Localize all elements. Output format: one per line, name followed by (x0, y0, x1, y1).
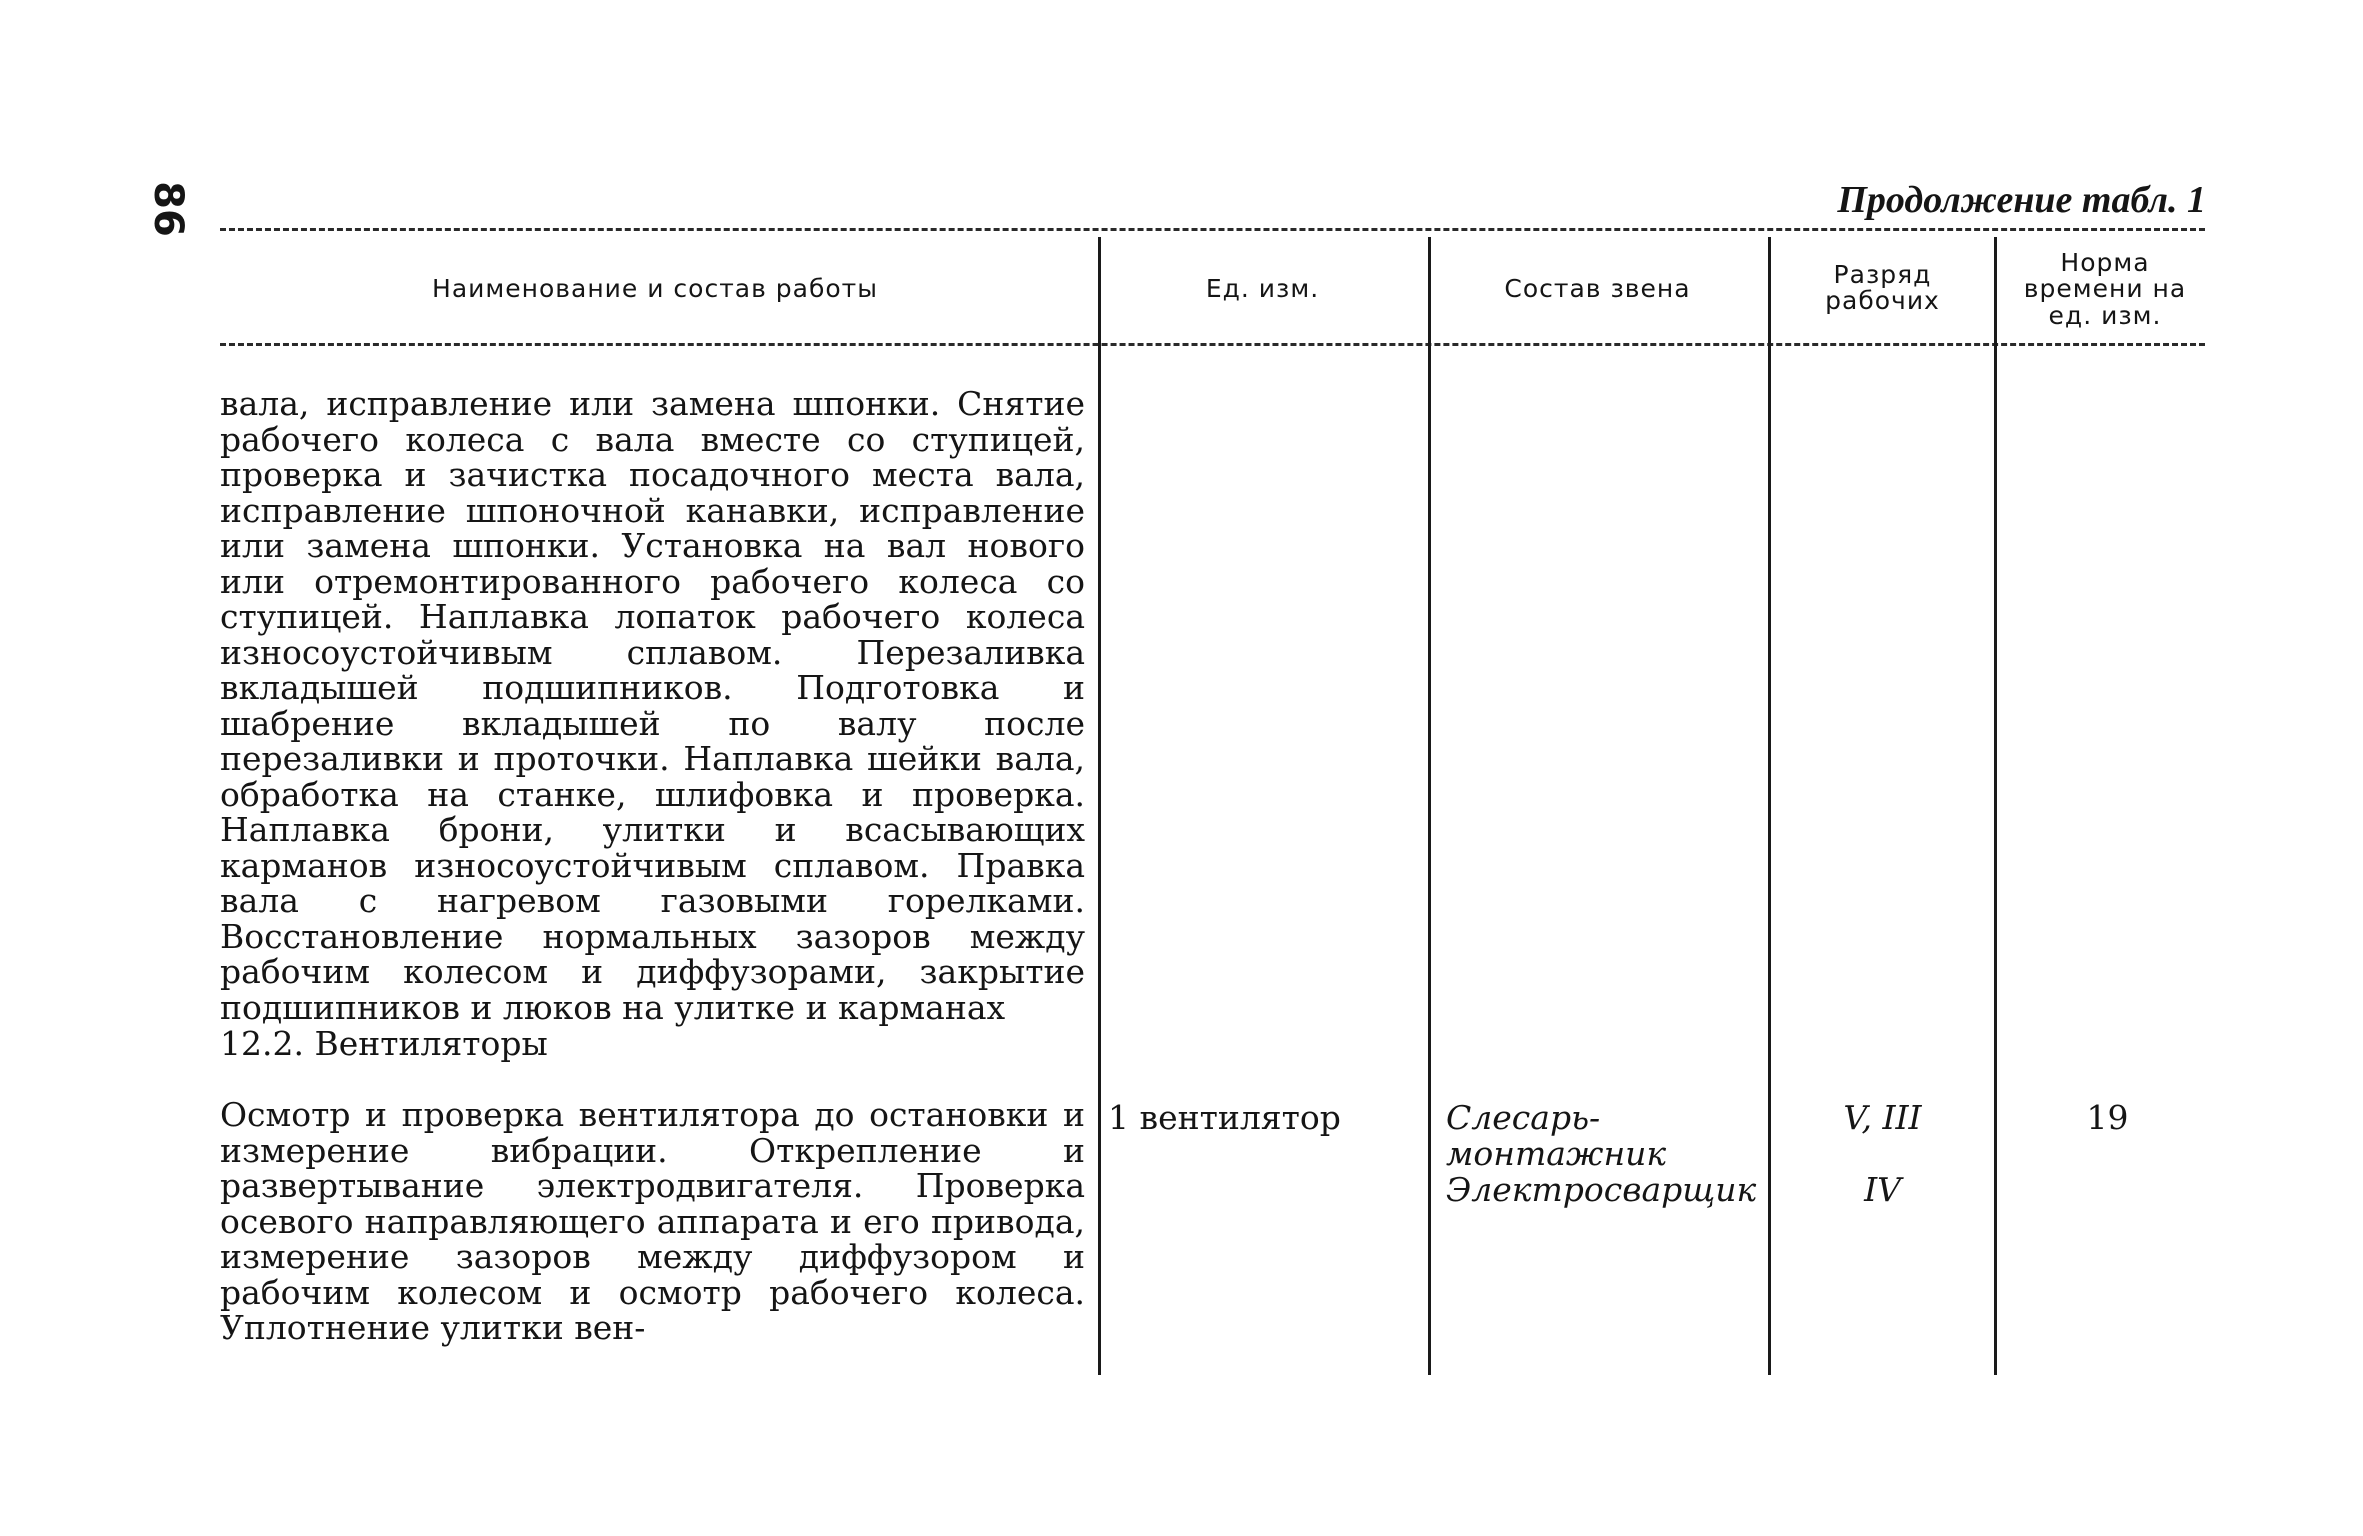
row-grade-second: IV (1864, 1170, 1901, 1209)
header-crew: Состав звена (1504, 274, 1691, 303)
column-divider (1428, 237, 1431, 1375)
column-divider (1994, 237, 1997, 1375)
row-grade-first: V, III (1843, 1098, 1922, 1137)
section-title: 12.2. Вентиляторы (220, 1024, 548, 1063)
row-crew-fitter: Слесарь-монтажник (1446, 1098, 1667, 1173)
table-continuation-label: Продолжение табл. 1 (1837, 179, 2206, 221)
continued-work-text (220, 386, 1085, 1025)
header-bottom-rule (220, 343, 2205, 346)
table-top-rule (220, 228, 2205, 231)
header-grade: Разряд рабочих (1825, 260, 1940, 316)
page-number: 86 (144, 181, 191, 237)
row-work-description (220, 1097, 1085, 1346)
continued-work-paragraph: вала, исправление или замена шпонки. Снятие рабочего колеса с вала вместе со ступицей, проверка и зачистка посадочного места вала, исправление шпоночной канавки, исправление или замена шпонки. Установка на вал нового или отремонтированного рабочего колеса со ступицей. Наплавка лопаток рабочего колеса износоустойчивым сплавом. Перезаливка вкладышей подшипников. Подготовка и шабрение вкладышей по валу после перезаливки и проточки. Наплавка шейки вала, обработка на станке, шлифовка и проверка. Наплавка брони, улитки и всасывающих карманов износоустойчивым сплавом. Правка вала с нагревом газовыми горелками. Восстановление нормальных зазоров между рабочим колесом и диффузорами, закрытие подшипников и люков на улитке и карманах (220, 384, 1085, 1027)
column-divider (1098, 237, 1101, 1375)
row-work-paragraph: Осмотр и проверка вентилятора до остановки и измерение вибрации. Открепление и развертывание электродвигателя. Проверка осевого направляющего аппарата и его привода, измерение зазоров между диффузором и рабочим колесом и осмотр рабочего колеса. Уплотнение улитки вен- (220, 1095, 1085, 1347)
row-crew-welder: Электросварщик (1446, 1170, 1757, 1209)
column-divider (1768, 237, 1771, 1375)
header-norm: Норма времени на ед. изм. (2023, 248, 2187, 330)
header-work: Наименование и состав работы (432, 274, 878, 303)
header-unit: Ед. изм. (1205, 274, 1320, 303)
row-unit: 1 вентилятор (1108, 1098, 1341, 1137)
row-norm-value: 19 (2086, 1098, 2129, 1137)
